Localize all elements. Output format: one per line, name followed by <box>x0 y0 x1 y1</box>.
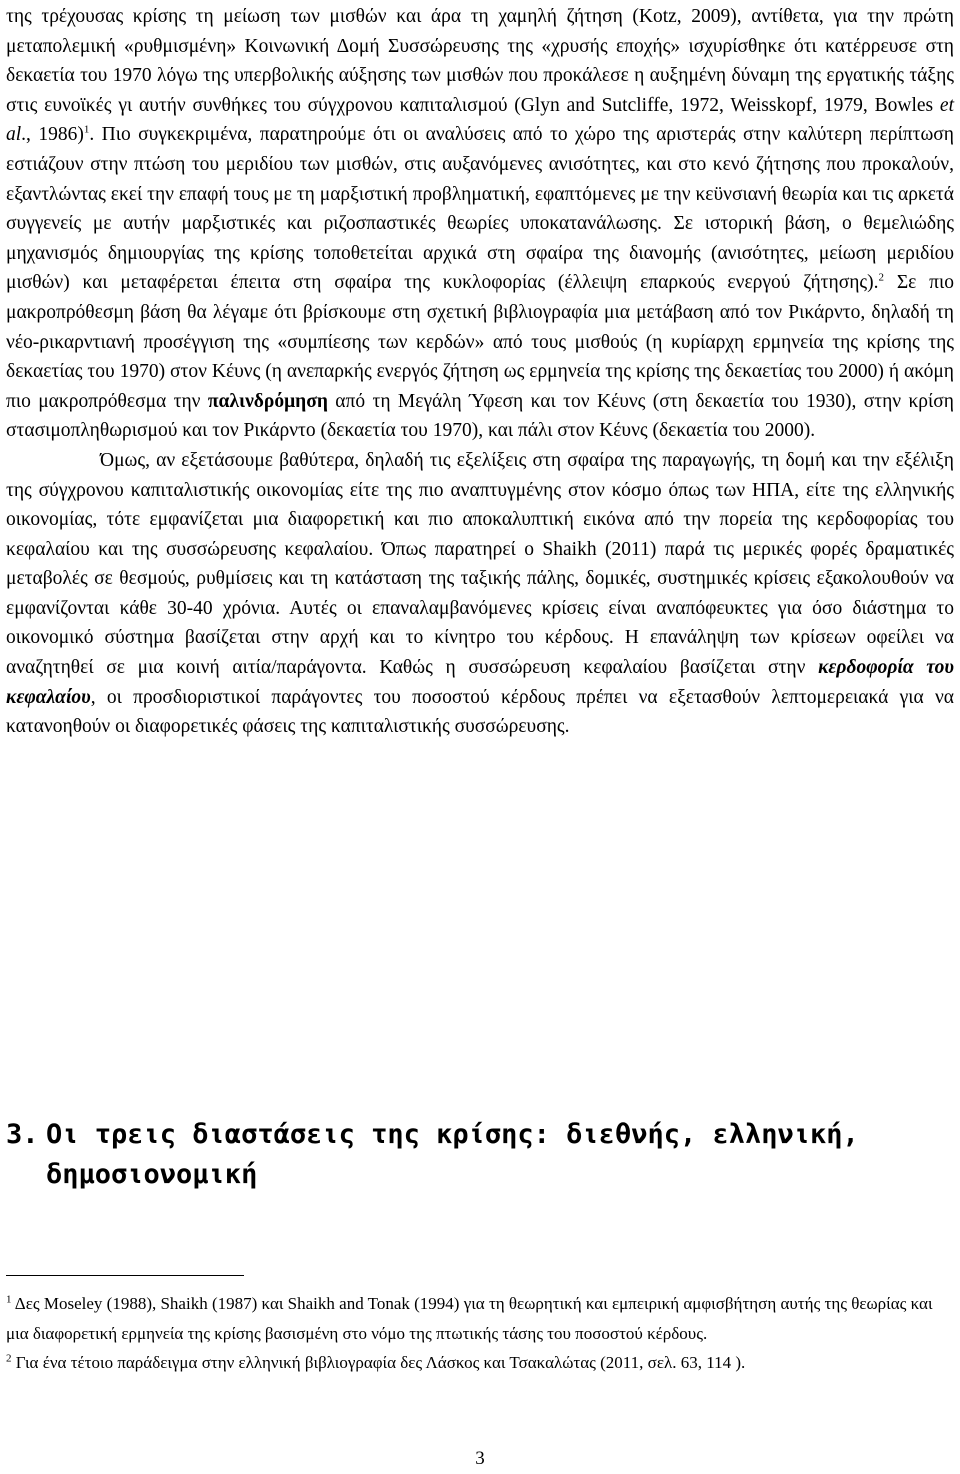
body-paragraph-1 <box>6 2 954 446</box>
footnotes <box>6 1289 954 1378</box>
footnote-separator <box>6 1275 244 1276</box>
page-number: 3 <box>475 1448 485 1469</box>
paragraph-1-continuation-a: Πιο συγκεκριμένα, παρατηρούμε ότι οι αναλύσεις από το χώρο της αριστεράς στην καλύτερη περίπτωση εστιάζουν στην πτώση του μεριδίου των μισθών, στις αυξανόμενες ανισότητες, και στο κενό ζήτησης που προκαλούν, εξαντλώντας εκεί την επαφή τους με τη μαρξιστική προβληματική, εφαπτόμενες με την κεϋνσιανή θεωρία και τις αρκετά συγγενείς με αυτήν μαρξιστικές και ριζοσπαστικές θεωρίες υποκατανάλωσης. Σε ιστορική βάση, ο θεμελιώδης μηχανισμός δημιουργίας της κρίσης τοποθετείται αρχικά στη σφαίρα της διανομής (ανισότητες, μείωση μεριδίου μισθών) και μεταφέρεται έπειτα στη σφαίρα της κυκλοφορίας (έλλειψη επαρκούς ενεργού ζήτησης). <box>6 124 954 294</box>
paragraph-2-text-b: , οι προσδιοριστικοί παράγοντες του ποσοστού κέρδους πρέπει να εξετασθούν λεπτομερειακά για να κατανοηθούν οι διαφορετικές φάσεις της καπιταλιστικής συσσώρευσης. <box>6 686 954 738</box>
footnote-ref-2[interactable]: 2 <box>878 271 885 284</box>
footnote-2-text: Για ένα τέτοιο παράδειγμα στην ελληνική βιβλιογραφία δες Λάσκος και Τσακαλώτας (2011, σελ. 63, 114 ). <box>11 1353 746 1373</box>
paragraph-1-text-a: της τρέχουσας κρίσης τη μείωση των μισθών και άρα τη χαμηλή ζήτηση (Kotz, 2009), αντίθετα, για την πρώτη μεταπολεμική «ρυθμισμένη» Κοινωνική Δομή Συσσώρευσης της «χρυσής εποχής» ισχυρίσθηκε ότι κατέρρευσε στη δεκαετία του 1970 λόγω της υπερβολικής αύξησης των μισθών που προκάλεσε η αυξημένη δύναμη της εργατικής τάξης στις ευνοϊκές γι αυτήν συνθήκες του σύγχρονου καπιταλισμού (Glyn and Sutcliffe, 1972, Weisskopf, 1979, Bowles <box>6 6 954 116</box>
paragraph-1-text-b: ., 1986) <box>21 124 84 146</box>
paragraph-2-text-a: Όμως, αν εξετάσουμε βαθύτερα, δηλαδή τις εξελίξεις στη σφαίρα της παραγωγής, τη δομή και την εξέλιξη της σύγχρονου καπιταλιστικής οικονομίας είτε της πιο αναπτυγμένης στον κόσμο όπως των ΗΠΑ, είτε της ελληνικής οικονομίας, τότε εμφανίζεται μια διαφορετική και πιο αποκαλυπτική εικόνα από την πορεία της κερδοφορίας του κεφαλαίου και της συσσώρευσης κεφαλαίου. Όπως παρατηρεί ο Shaikh (2011) παρά τις μερικές φορές δραματικές μεταβολές σε θεσμούς, ρυθμίσεις και τη κατάσταση της ταξικής πάλης, δομικές, συστημικές κρίσεις εξακολουθούν να εμφανίζονται κάθε 30-40 χρόνια. Αυτές οι επαναλαμβανόμενες κρίσεις είναι αναπόφευκτες για όσο διάστημα το οικονομικό σύστημα βασίζεται στην αρχή και το κίνητρο του κέρδους. Η επανάληψη των κρίσεων οφείλει να αναζητηθεί σε μια κοινή αιτία/παράγοντα. Καθώς η συσσώρευση κεφαλαίου βασίζεται στην <box>6 449 954 679</box>
profitability-emphasis: κερδοφορία του κεφαλαίου <box>6 657 954 708</box>
paragraph-1-continuation-b: Σε πιο μακροπρόθεσμη βάση θα λέγαμε ότι βρίσκουμε στη σχετική βιβλιογραφία μια μετάβαση από τον Ρικάρντο, δηλαδή τη νέο-ρικαρντιανή προσέγγιση της «συμπίεσης των κερδών» από τους μισθούς (η κυρίαρχη ερμηνεία της κρίσης της δεκαετίας του 1970) στον Κέυνς (η ανεπαρκής ενεργός ζήτηση ως ερμηνεία της κρίσης της δεκαετίας του 2000) ή ακόμη πιο μακροπρόθεσμα την <box>6 272 954 412</box>
document-page <box>6 0 954 742</box>
section-heading-line-2: δημοσιονομική <box>46 1159 258 1190</box>
footnote-1-mark: 1 <box>6 1293 12 1306</box>
et-al-italic: et al <box>6 94 954 146</box>
footnote-ref-1[interactable]: 1 <box>83 123 90 136</box>
footnote-2-mark: 2 <box>6 1352 12 1365</box>
body-paragraph-2 <box>6 446 954 742</box>
section-heading <box>6 1115 954 1195</box>
section-number: 3. <box>6 1119 39 1150</box>
footnote-2 <box>6 1348 954 1378</box>
paragraph-1-text-c: . <box>89 124 95 146</box>
palindromisi-bold: παλινδρόμηση <box>207 390 328 412</box>
footnote-1-text: Δες Moseley (1988), Shaikh (1987) και Shaikh and Tonak (1994) για τη θεωρητική και εμπειρική αμφισβήτηση αυτής της θεωρίας και μια διαφορετική ερμηνεία της κρίσης βασισμένη στο νόμο της πτωτικής τάσης του ποσοστού κέρδους. <box>6 1294 933 1343</box>
paragraph-1-continuation-c: από τη Μεγάλη Ύφεση και τον Κέυνς (στη δεκαετία του 1930), στην κρίση στασιμοπληθωρισμού και τον Ρικάρντο (δεκαετία του 1970), και πάλι στον Κέυνς (δεκαετία του 2000). <box>6 390 954 442</box>
section-heading-line-1: Οι τρεις διαστάσεις της κρίσης: διεθνής, ελληνική, <box>46 1119 859 1150</box>
footnote-1 <box>6 1289 954 1348</box>
